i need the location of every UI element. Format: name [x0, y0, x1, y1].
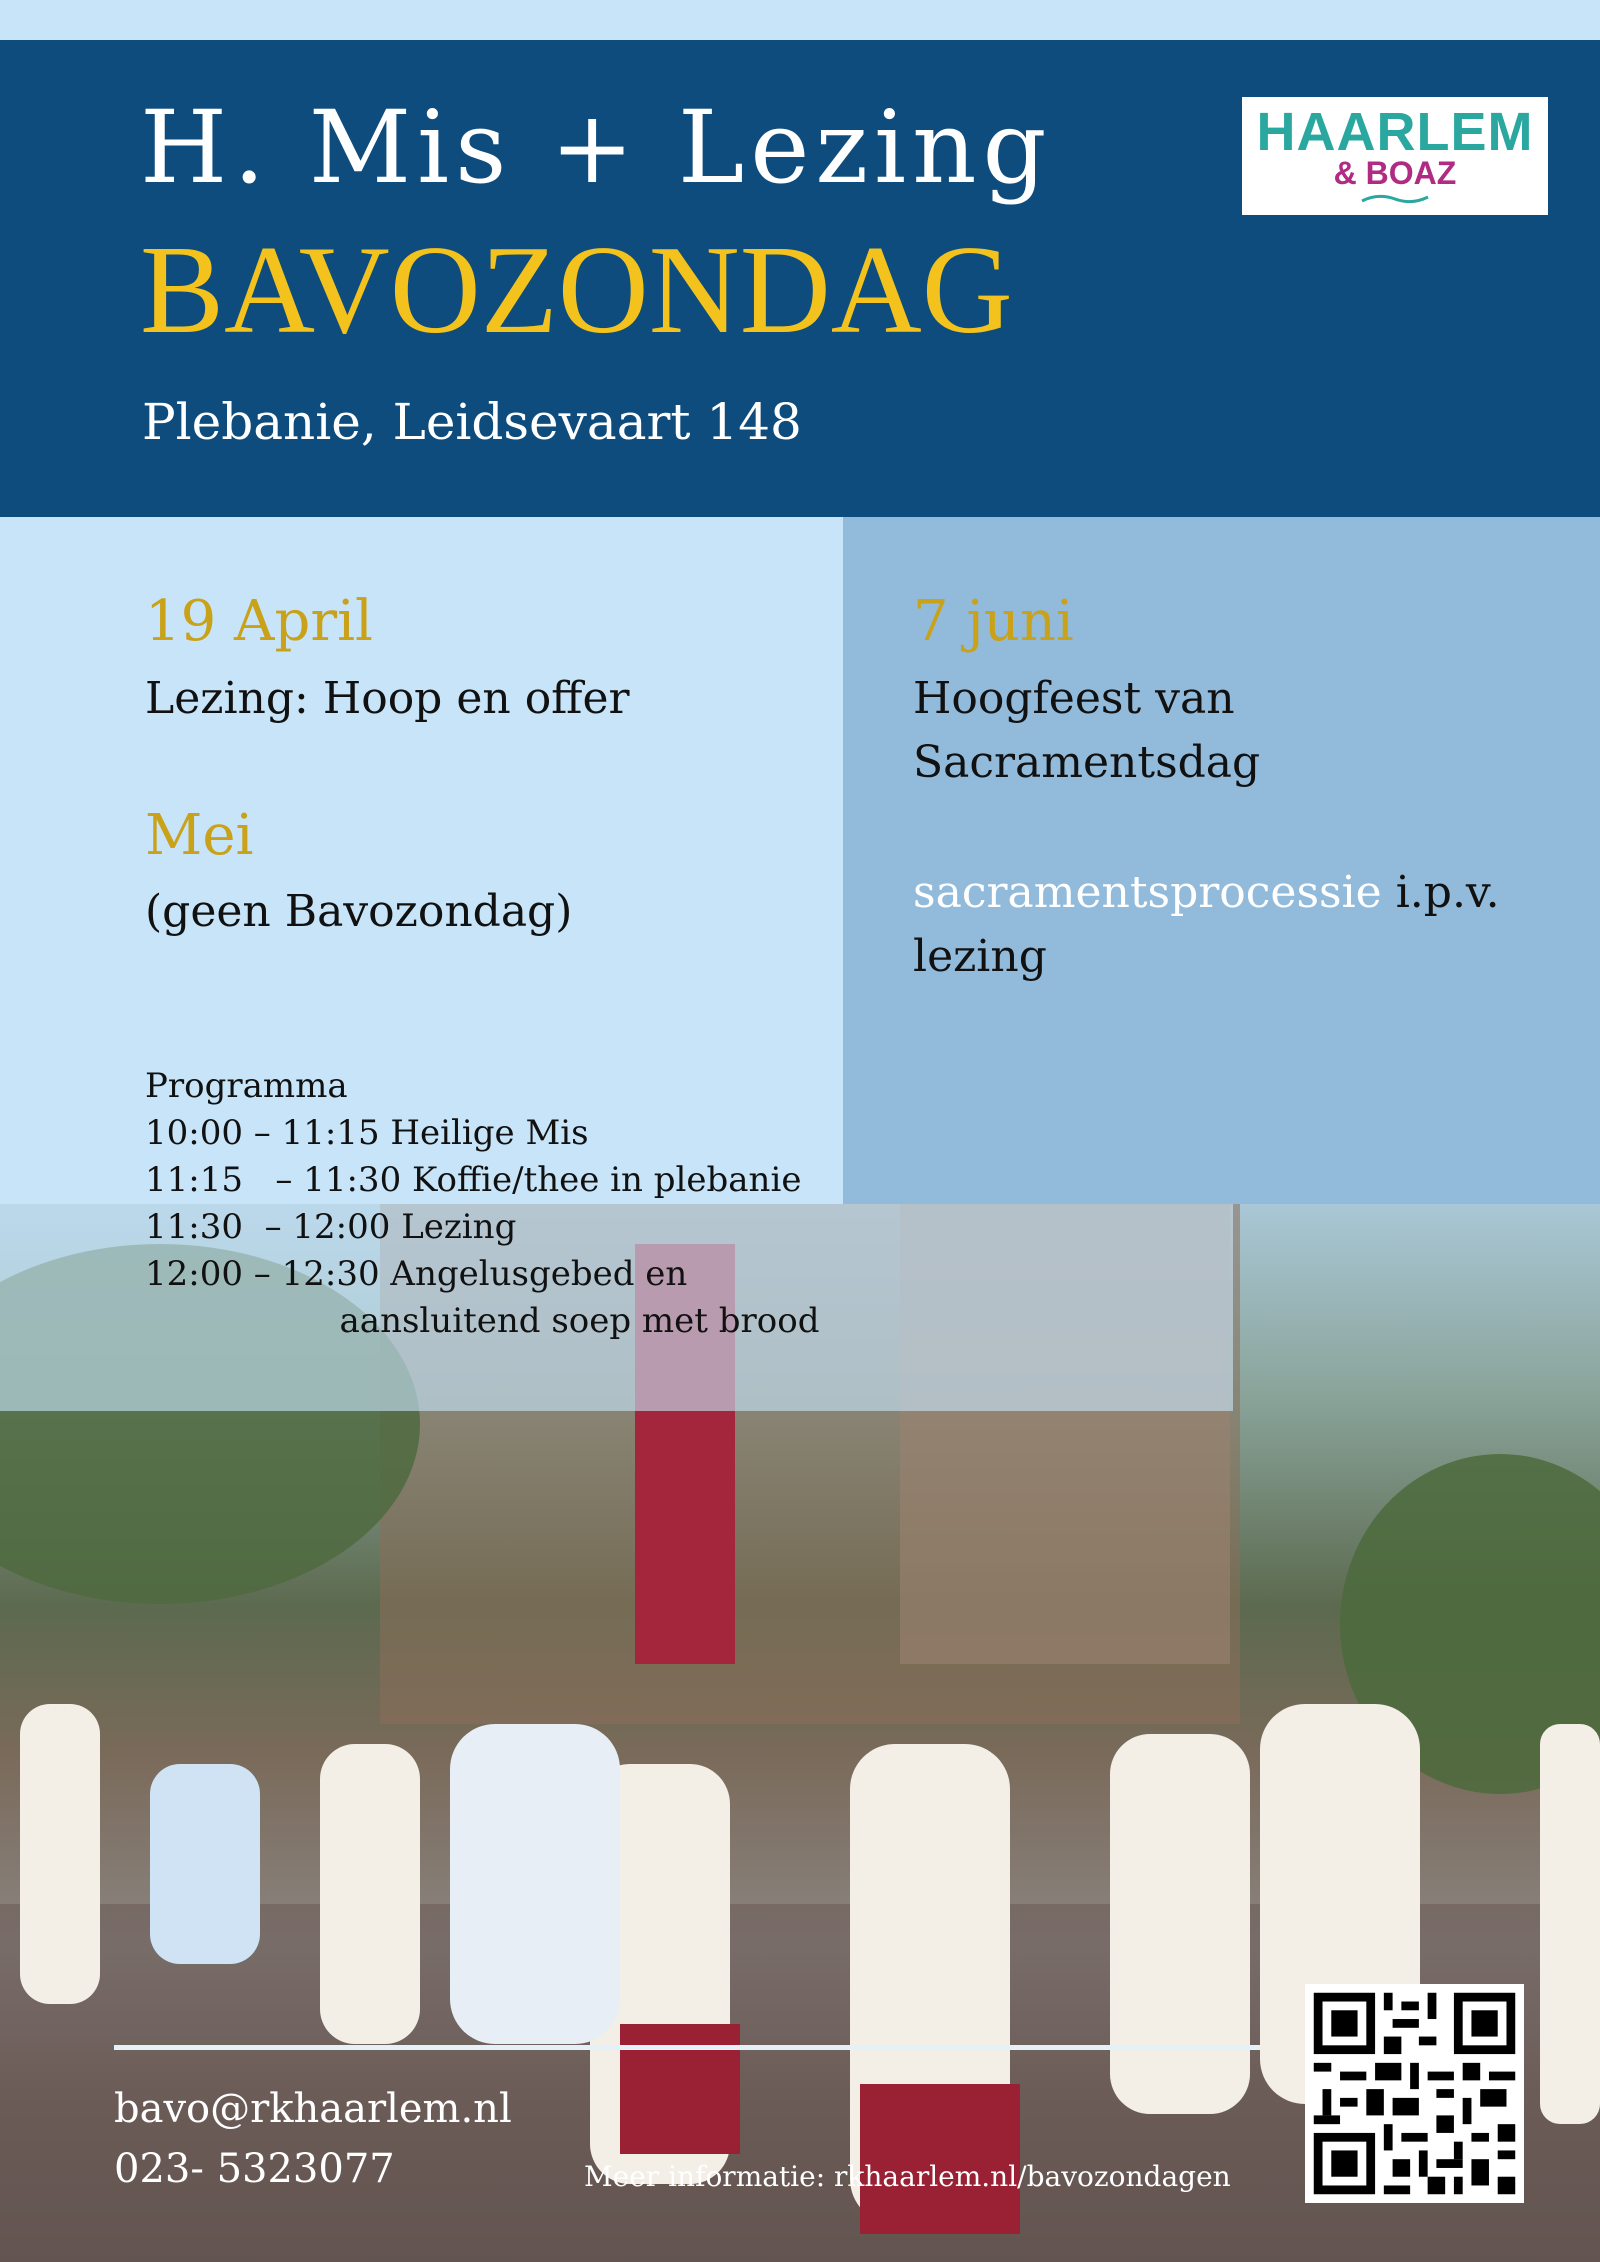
program-row: aansluitend soep met brood	[145, 1301, 820, 1341]
event-title-april: Lezing: Hoop en offer	[145, 673, 630, 724]
title-line-1: H. Mis + Lezing	[140, 89, 1053, 206]
contact-email[interactable]: bavo@rkhaarlem.nl	[114, 2086, 512, 2132]
contact-phone: 023- 5323077	[114, 2146, 395, 2192]
qr-code-icon[interactable]	[1305, 1984, 1524, 2203]
event-note-june-line2: lezing	[913, 931, 1047, 982]
note-suffix: i.p.v.	[1381, 867, 1500, 918]
event-date-june: 7 juni	[913, 589, 1074, 654]
more-info-link[interactable]: Meer informatie: rkhaarlem.nl/bavozondagen	[584, 2160, 1231, 2193]
wave-icon	[1360, 193, 1430, 205]
program-row: 11:15 – 11:30 Koffie/thee in plebanie	[145, 1160, 802, 1200]
logo-sub-text: & BOAZ	[1333, 155, 1457, 191]
event-title-june-line2: Sacramentsdag	[913, 737, 1261, 788]
program-heading: Programma	[145, 1066, 348, 1106]
highlight-procession: sacramentsprocessie	[913, 867, 1382, 918]
event-date-april: 19 April	[145, 589, 373, 654]
qr-code-graphic	[1305, 1984, 1524, 2203]
program-row: 11:30 – 12:00 Lezing	[145, 1207, 517, 1247]
title-line-2: BAVOZONDAG	[140, 221, 1013, 360]
event-title-june-line1: Hoogfeest van	[913, 673, 1235, 724]
program-block	[145, 1063, 820, 1345]
logo-main-text: HAARLEM	[1256, 102, 1534, 162]
event-date-may: Mei	[145, 803, 254, 868]
event-title-may: (geen Bavozondag)	[145, 886, 573, 937]
event-note-june	[913, 861, 1500, 925]
haarlem-boaz-logo	[1242, 97, 1548, 215]
program-row: 10:00 – 11:15 Heilige Mis	[145, 1113, 589, 1153]
footer-divider	[114, 2045, 1260, 2050]
program-row: 12:00 – 12:30 Angelusgebed en	[145, 1254, 688, 1294]
venue-address: Plebanie, Leidsevaart 148	[142, 393, 802, 451]
